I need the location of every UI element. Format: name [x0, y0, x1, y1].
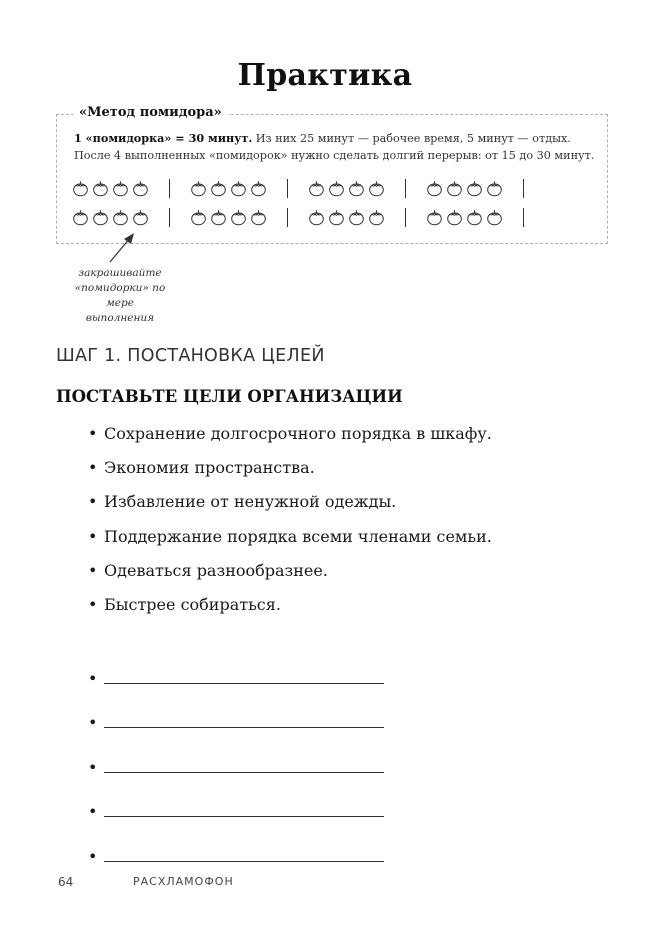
tomato-group — [72, 180, 149, 197]
tomato-group — [426, 209, 503, 226]
tomato-group — [190, 209, 267, 226]
tomato-group — [308, 209, 385, 226]
tomato-icon[interactable] — [466, 180, 483, 197]
tomato-icon[interactable] — [446, 209, 463, 226]
tomato-icon[interactable] — [92, 180, 109, 197]
pomodoro-break-line: После 4 выполненных «помидорок» нужно сделать долгий перерыв: от 15 до 30 минут. — [74, 149, 595, 162]
tomato-group — [308, 180, 385, 197]
group-separator — [523, 208, 524, 227]
hint-line: выполнения — [85, 312, 155, 324]
blank-goal-item — [88, 776, 384, 821]
bullet-icon: • — [88, 668, 98, 688]
goal-item — [88, 424, 492, 458]
page-number: 64 — [58, 875, 74, 889]
pomodoro-rule-text: Из них 25 минут — рабочее время, 5 минут — отдых. — [252, 132, 571, 145]
blank-goal-item — [88, 820, 384, 865]
group-separator — [287, 179, 288, 198]
tomato-icon[interactable] — [190, 180, 207, 197]
page-title: Практика — [237, 58, 413, 93]
goal-item — [88, 595, 492, 629]
goal-item — [88, 527, 492, 561]
group-separator — [405, 208, 406, 227]
tomato-icon[interactable] — [308, 180, 325, 197]
bullet-icon: • — [88, 526, 98, 546]
tomato-icon[interactable] — [368, 209, 385, 226]
blank-goals-list — [88, 642, 384, 865]
goal-text: Избавление от ненужной одежды. — [104, 492, 397, 512]
tomato-group — [426, 180, 503, 197]
blank-goal-item — [88, 731, 384, 776]
goals-list — [88, 424, 492, 629]
tomato-icon[interactable] — [72, 209, 89, 226]
tomato-icon[interactable] — [190, 209, 207, 226]
pomodoro-rule-line — [74, 131, 571, 145]
group-separator — [287, 208, 288, 227]
tomato-icon[interactable] — [230, 209, 247, 226]
pomodoro-rule-bold: 1 «помидорка» = 30 минут. — [74, 131, 253, 145]
tomato-icon[interactable] — [368, 180, 385, 197]
goal-item — [88, 458, 492, 492]
group-separator — [523, 179, 524, 198]
goal-item — [88, 492, 492, 526]
bullet-icon: • — [88, 424, 98, 443]
tomato-group — [190, 180, 267, 197]
bullet-icon: • — [88, 713, 98, 732]
tomato-icon[interactable] — [446, 180, 463, 197]
group-separator — [169, 208, 170, 227]
book-title: РАСХЛАМОФОН — [133, 875, 234, 888]
tomato-icon[interactable] — [466, 209, 483, 226]
blank-goal-line[interactable] — [104, 861, 384, 862]
tomato-icon[interactable] — [426, 180, 443, 197]
blank-goal-item — [88, 642, 384, 687]
tomato-row-2 — [72, 206, 544, 228]
bullet-icon: • — [88, 560, 98, 580]
tomato-icon[interactable] — [210, 209, 227, 226]
goal-item — [88, 561, 492, 595]
tomato-icon[interactable] — [426, 209, 443, 226]
bullet-icon: • — [88, 492, 98, 512]
tomato-icon[interactable] — [486, 180, 503, 197]
tomato-icon[interactable] — [210, 180, 227, 197]
goal-text: Одеваться разнообразнее. — [104, 560, 328, 580]
tomato-icon[interactable] — [328, 209, 345, 226]
tomato-icon[interactable] — [486, 209, 503, 226]
bullet-icon: • — [88, 846, 98, 866]
tomato-icon[interactable] — [92, 209, 109, 226]
blank-goal-line[interactable] — [104, 727, 384, 728]
goal-text: Быстрее собираться. — [104, 594, 281, 614]
tomato-icon[interactable] — [348, 180, 365, 197]
arrow-icon — [108, 232, 138, 264]
hint-line: «помидорки» по мере — [74, 282, 166, 309]
goal-text: Поддержание порядка всеми членами семьи. — [104, 526, 492, 546]
blank-goal-line[interactable] — [104, 683, 384, 684]
pomodoro-box-title: «Метод помидора» — [73, 105, 228, 120]
tomato-icon[interactable] — [132, 180, 149, 197]
blank-goal-item — [88, 687, 384, 732]
goal-text: Сохранение долгосрочного порядка в шкафу. — [104, 424, 492, 443]
tomato-icon[interactable] — [112, 209, 129, 226]
tomato-icon[interactable] — [132, 209, 149, 226]
bullet-icon: • — [88, 802, 98, 821]
goals-heading: ПОСТАВЬТЕ ЦЕЛИ ОРГАНИЗАЦИИ — [56, 387, 403, 406]
step-heading: ШАГ 1. ПОСТАНОВКА ЦЕЛЕЙ — [56, 346, 325, 366]
tomato-icon[interactable] — [230, 180, 247, 197]
tomato-icon[interactable] — [112, 180, 129, 197]
blank-goal-line[interactable] — [104, 772, 384, 773]
goal-text: Экономия пространства. — [104, 458, 315, 478]
tomato-icon[interactable] — [72, 180, 89, 197]
hint-line: закрашивайте — [78, 267, 162, 279]
tomato-icon[interactable] — [308, 209, 325, 226]
tomato-row-1 — [72, 177, 544, 199]
bullet-icon: • — [88, 458, 98, 478]
group-separator — [405, 179, 406, 198]
tomato-icon[interactable] — [250, 180, 267, 197]
tomato-icon[interactable] — [328, 180, 345, 197]
group-separator — [169, 179, 170, 198]
tomato-icon[interactable] — [348, 209, 365, 226]
bullet-icon: • — [88, 594, 98, 614]
bullet-icon: • — [88, 757, 98, 777]
tomato-group — [72, 209, 149, 226]
blank-goal-line[interactable] — [104, 816, 384, 817]
hint-text — [64, 266, 176, 326]
tomato-icon[interactable] — [250, 209, 267, 226]
